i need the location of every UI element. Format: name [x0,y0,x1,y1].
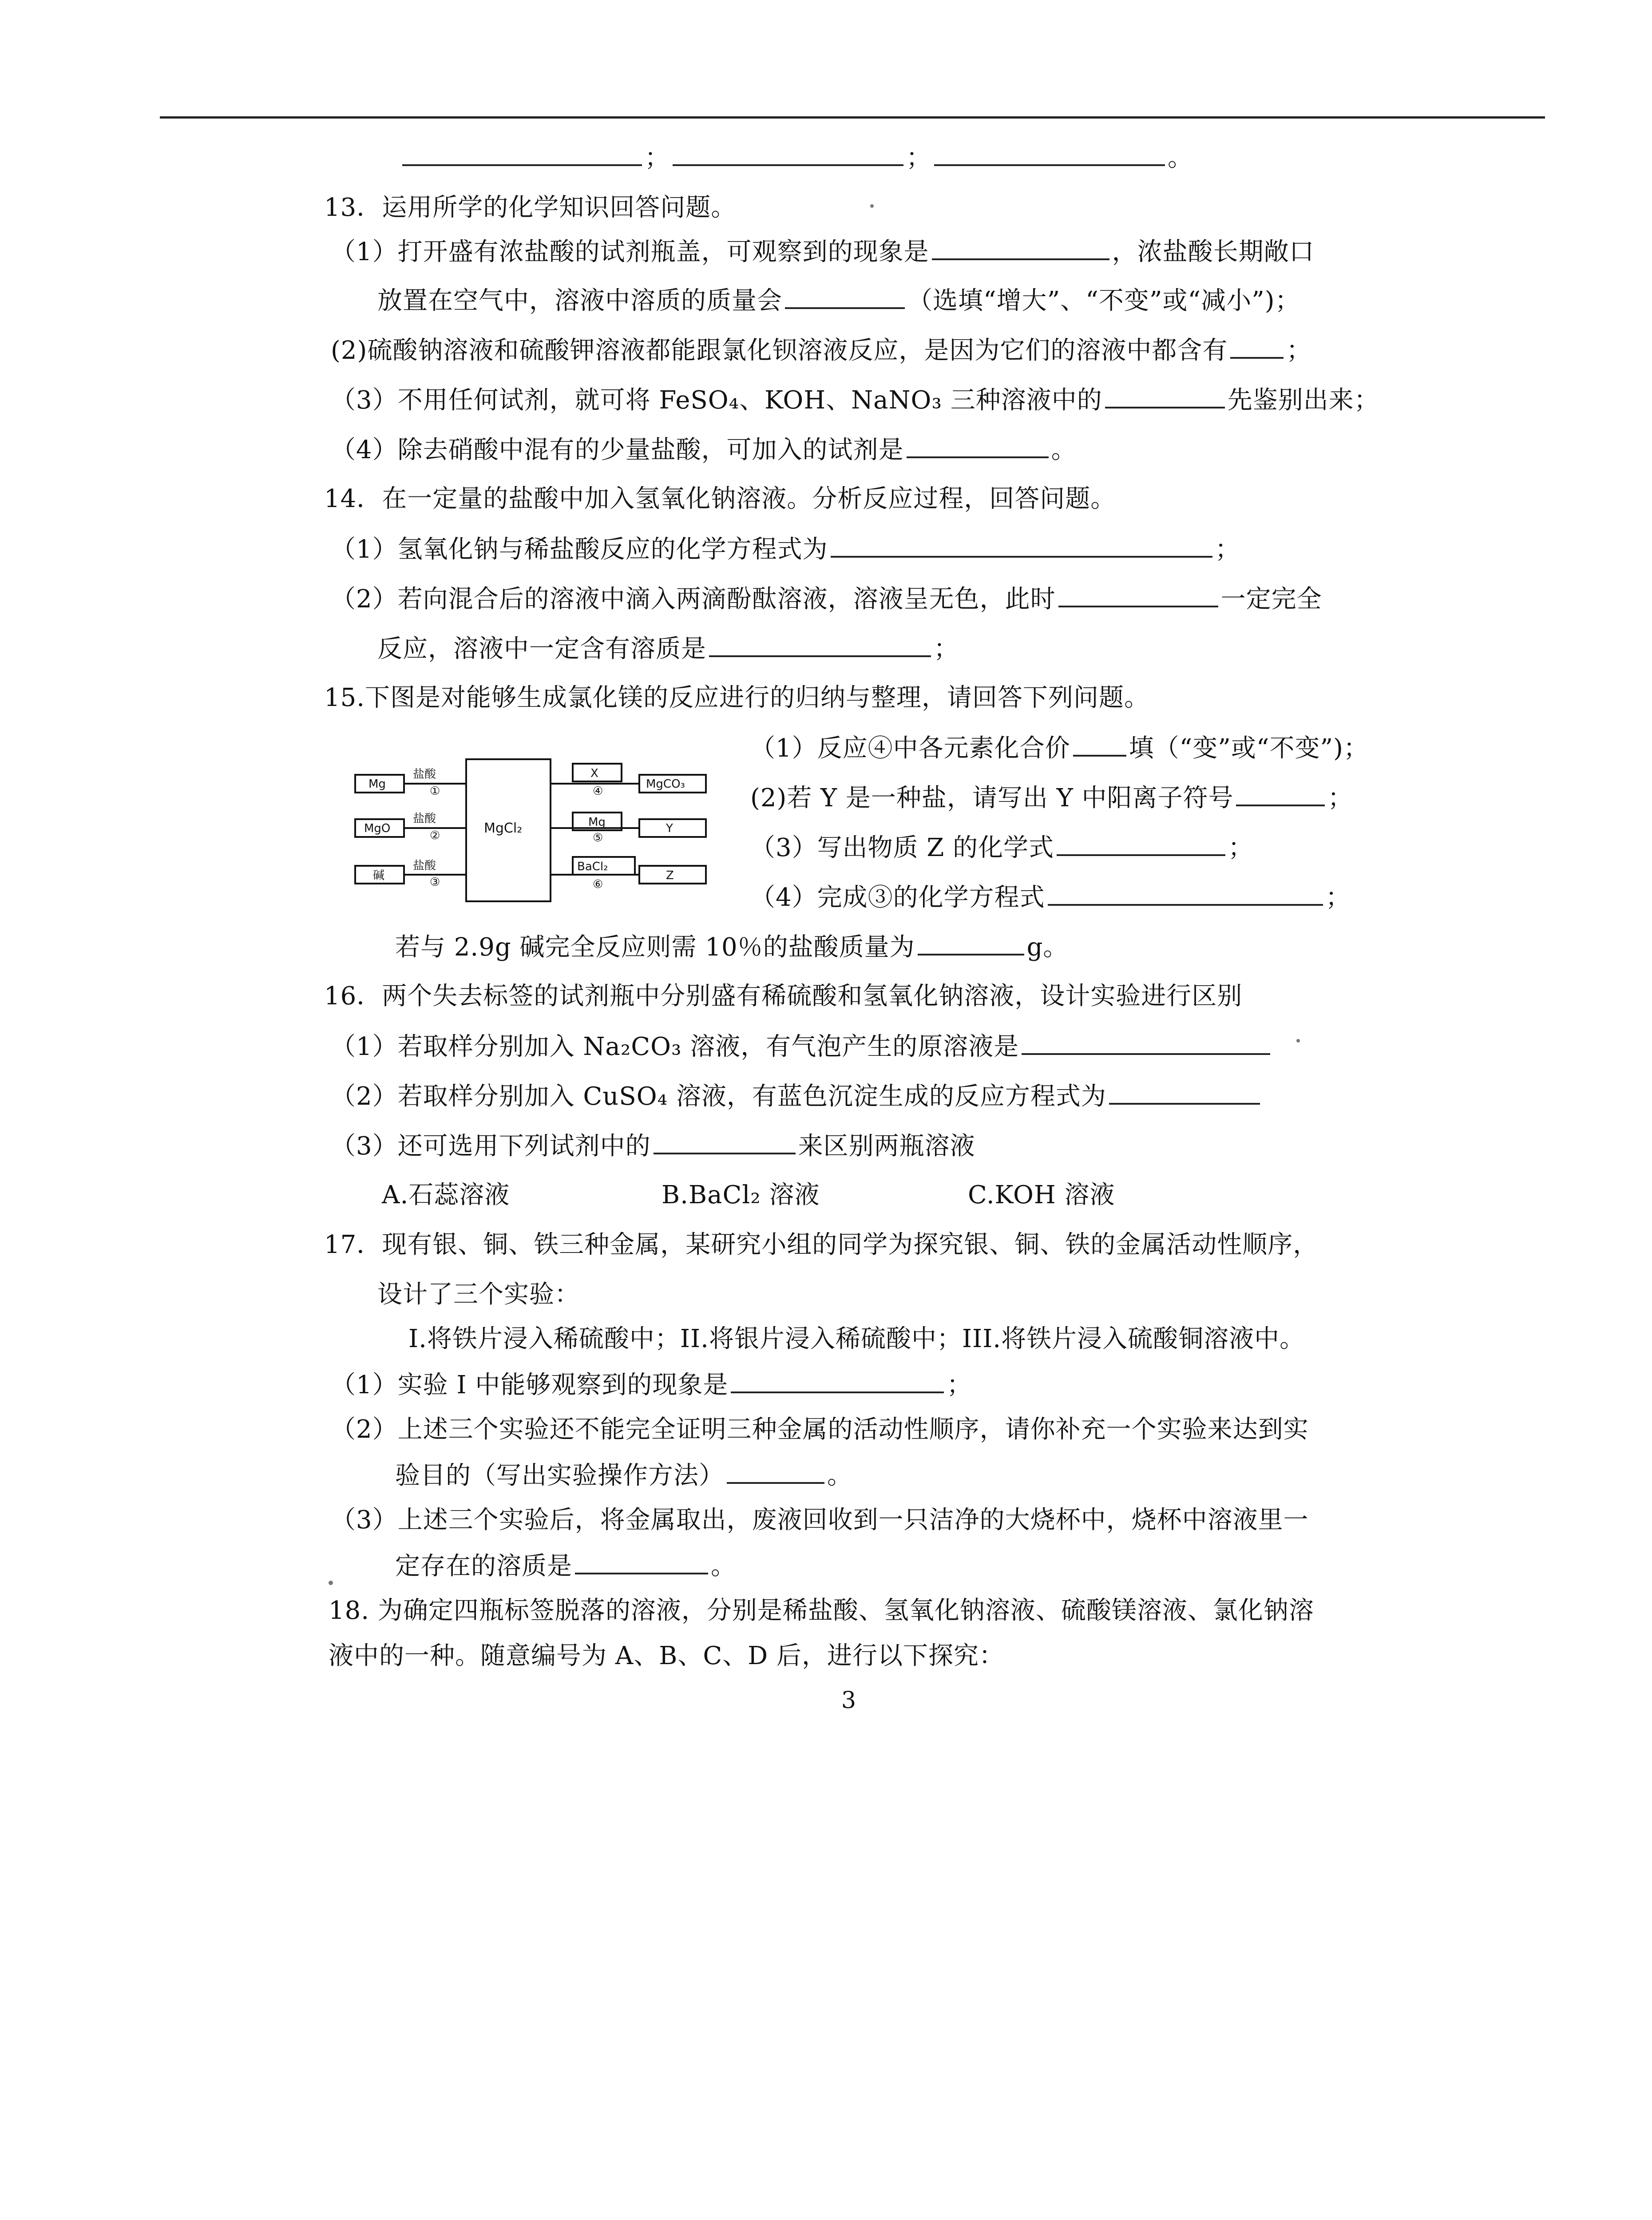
q13-part2: (2)硫酸钠溶液和硫酸钾溶液都能跟氯化钡溶液反应，是因为它们的溶液中都含有 ； [331,334,1311,367]
q17-part3-cont: 定存在的溶质是 。 [395,1550,736,1582]
q17-title-cont: 设计了三个实验： [377,1280,580,1309]
answer-blank[interactable] [934,141,1165,166]
answer-blank[interactable] [402,141,642,166]
answer-blank[interactable] [1057,831,1225,856]
diagram-right-inner-1: X [590,767,598,780]
diagram-right-inner-2: Mg [588,816,606,829]
diagram-left-1: Mg [368,777,386,791]
q16-option-b: B.BaCl₂ 溶液 [662,1181,820,1209]
q14-title: 14．在一定量的盐酸中加入氢氧化钠溶液。分析反应过程，回答问题。 [324,484,1116,513]
q13-part3: （3）不用任何试剂，就可将 FeSO₄、KOH、NaNO₃ 三种溶液中的 先鉴别出来； [331,384,1379,416]
q16-part1: （1）若取样分别加入 Na₂CO₃ 溶液，有气泡产生的原溶液是 [331,1030,1273,1063]
scan-speck [329,1581,333,1585]
circled-number: ⑤ [593,831,603,844]
answer-blank[interactable] [709,632,931,657]
q16-part2: （2）若取样分别加入 CuSO₄ 溶液，有蓝色沉淀生成的反应方程式为 [331,1080,1263,1113]
answer-blank[interactable] [785,284,905,309]
answer-blank[interactable] [932,235,1109,260]
q15-part3: （3）写出物质 Z 的化学式 ； [750,831,1253,864]
answer-blank[interactable] [727,1459,824,1484]
diagram-arrow-label: 盐酸 [413,859,436,872]
mgcl2-reaction-diagram [351,750,733,910]
q17-part3: （3）上述三个实验后，将金属取出，废液回收到一只洁净的大烧杯中，烧杯中溶液里一 [331,1506,1309,1534]
q15-title: 15.下图是对能够生成氯化镁的反应进行的归纳与整理，请回答下列问题。 [324,683,1150,712]
q13-part1-cont: 放置在空气中，溶液中溶质的质量会 （选填“增大”、“不变”或“减小”)； [377,284,1300,317]
q17-part2: （2）上述三个实验还不能完全证明三种金属的活动性顺序，请你补充一个实验来达到实 [331,1415,1309,1444]
scan-speck [870,204,874,208]
answer-blank[interactable] [907,433,1049,458]
q16-option-a: A.石蕊溶液 [382,1181,510,1209]
answer-blank[interactable] [1022,1030,1270,1055]
q15-part2: (2)若 Y 是一种盐，请写出 Y 中阳离子符号 ； [750,781,1353,814]
q14-part2-cont: 反应，溶液中一定含有溶质是 ； [377,632,959,665]
answer-blank[interactable] [575,1550,708,1574]
answer-blank[interactable] [1230,334,1284,359]
circled-number: ② [430,829,440,842]
diagram-left-3: 碱 [373,869,385,882]
circled-number: ⑥ [593,878,603,891]
scan-speck [1296,1039,1300,1043]
q14-part2: （2）若向混合后的溶液中滴入两滴酚酞溶液，溶液呈无色，此时 一定完全 [331,583,1322,615]
q16-option-c: C.KOH 溶液 [968,1181,1115,1209]
diagram-right-outer-3: Z [666,869,674,882]
q15-part5: 若与 2.9g 碱完全反应则需 10％的盐酸质量为 g。 [395,931,1068,963]
q13-title: 13．运用所学的化学知识回答问题。 [324,193,737,222]
diagram-right-inner-3: BaCl₂ [577,860,608,873]
answer-blank[interactable] [731,1368,944,1393]
answer-blank[interactable] [1048,881,1323,906]
answer-blank[interactable] [673,141,903,166]
q16-part3: （3）还可选用下列试剂中的 来区别两瓶溶液 [331,1130,975,1162]
answer-blank[interactable] [1236,781,1325,806]
answer-blank[interactable] [918,931,1024,955]
circled-number: ④ [593,785,603,798]
diagram-left-2: MgO [364,822,391,835]
q16-title: 16．两个失去标签的试剂瓶中分别盛有稀硫酸和氢氧化钠溶液，设计实验进行区别 [324,982,1243,1011]
answer-blank[interactable] [1073,732,1126,757]
header-rule [160,116,1545,119]
answer-blank[interactable] [1105,384,1225,408]
q15-part4: （4）完成③的化学方程式 ； [750,881,1351,914]
q18-line1: 18. 为确定四瓶标签脱落的溶液，分别是稀盐酸、氢氧化钠溶液、硫酸镁溶液、氯化钠溶 [329,1596,1314,1625]
circled-number: ③ [430,876,440,889]
page-number: 3 [841,1687,856,1714]
q13-part4: （4）除去硝酸中混有的少量盐酸，可加入的试剂是 。 [331,433,1077,466]
answer-blank[interactable] [831,533,1212,558]
diagram-arrow-label: 盐酸 [413,768,436,781]
circled-number: ① [430,785,440,798]
diagram-right-outer-2: Y [666,822,673,835]
q17-part2-cont: 验目的（写出实验操作方法） 。 [395,1459,852,1492]
q14-part1: （1）氢氧化钠与稀盐酸反应的化学方程式为 ； [331,533,1240,566]
continuation-line: ； ； 。 [400,141,1193,174]
q17-experiments: I.将铁片浸入稀硫酸中；II.将银片浸入稀硫酸中；III.将铁片浸入硫酸铜溶液中。 [408,1324,1305,1353]
q18-line2: 液中的一种。随意编号为 A、B、C、D 后，进行以下探究： [329,1641,1004,1670]
q17-part1: （1）实验 I 中能够观察到的现象是 ； [331,1368,972,1401]
q13-part1: （1）打开盛有浓盐酸的试剂瓶盖，可观察到的现象是 ，浓盐酸长期敞口 [331,235,1315,268]
answer-blank[interactable] [654,1130,796,1154]
diagram-right-outer-1: MgCO₃ [646,777,685,791]
answer-blank[interactable] [1058,583,1218,607]
diagram-center: MgCl₂ [484,821,523,836]
answer-blank[interactable] [1109,1080,1260,1105]
q17-title: 17．现有银、铜、铁三种金属，某研究小组的同学为探究银、铜、铁的金属活动性顺序， [324,1230,1319,1259]
diagram-arrow-label: 盐酸 [413,812,436,825]
q15-part1: （1）反应④中各元素化合价 填（“变”或“不变”)； [750,732,1369,765]
